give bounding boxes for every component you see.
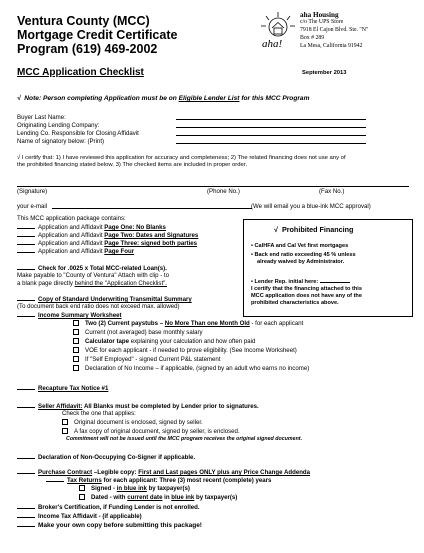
address-line-4: La Mesa, California 91942: [300, 43, 363, 49]
checkbox-blank[interactable]: [17, 223, 35, 229]
prohibited-bullet-2: • Back end ratio exceeding 45 % unless: [251, 252, 356, 258]
check-text: Check for .0025 x Total MCC-related Loan(s).: [38, 265, 167, 272]
checkmark-icon: √: [17, 95, 21, 102]
lender-initial-field[interactable]: [320, 277, 350, 283]
seller-row: [17, 402, 259, 410]
item-text: by taxpayer(s): [194, 494, 238, 501]
prohibited-bullet-2b: already waived by Administrator.: [257, 259, 345, 265]
item-emphasis: in blue ink: [116, 485, 147, 492]
income-item-5: [73, 356, 221, 363]
item-emphasis: Page Two: Dates and Signatures: [104, 232, 199, 239]
address-line-2: 7918 El Cajon Blvd. Ste. "N": [300, 27, 369, 33]
checkbox-blank[interactable]: [17, 231, 35, 237]
checkbox[interactable]: [73, 347, 79, 353]
cert-line-3: prohibited characteristics above.: [251, 300, 339, 306]
item-emphasis: No More Than one Month Old: [164, 320, 250, 327]
checkbox[interactable]: [73, 338, 79, 344]
item-emphasis: Page Four: [104, 248, 135, 255]
cert-line-2: MCC application does not have any of the: [251, 293, 362, 299]
final-text: Make your own copy before submitting this package!: [38, 522, 202, 529]
item-text: by taxpayer(s): [146, 485, 190, 492]
item-text: Application and Affidavit: [38, 232, 105, 239]
seller-note: Commitment will not be issued until the MCC program receives the original signed document.: [66, 436, 303, 442]
tax-item-1: [79, 485, 190, 492]
revision-date: September 2013: [302, 70, 347, 76]
income-item-6: [73, 365, 309, 372]
item-text: in: [162, 494, 172, 501]
initial-label: Lender Rep. initial here:: [254, 279, 320, 285]
checkbox-blank[interactable]: [17, 453, 35, 459]
item-text: Declaration of No Income – if applicable, (signed by an adult who earns no income): [85, 365, 310, 372]
item-bold: Calculator tape: [85, 338, 130, 345]
eligible-lender-link: Eligible Lender List: [178, 95, 240, 102]
item-text: Current (not averaged) base monthly salary: [85, 329, 203, 336]
signatory-name-field[interactable]: [176, 143, 366, 144]
checkbox[interactable]: [79, 494, 85, 500]
package-item-3: [17, 239, 197, 247]
check-line-1: [17, 264, 167, 272]
recapture-row: [17, 384, 108, 392]
item-bold: Two (2) Current paystubs –: [85, 320, 165, 327]
option-text: A fax copy of original document, signed by seller, is enclosed.: [74, 428, 240, 435]
checkbox-blank[interactable]: [17, 402, 35, 408]
seller-option-2: [62, 428, 240, 435]
seller-title: Seller Affidavit:: [38, 403, 83, 410]
final-row: [17, 521, 202, 529]
underwriting-text: Copy of Standard Underwriting Transmittal Summary: [38, 296, 192, 303]
prohibited-title-text: Prohibited Financing: [281, 225, 354, 234]
tax-item-2: [79, 494, 237, 501]
declaration-row: [17, 453, 195, 461]
checkbox-blank[interactable]: [17, 247, 35, 253]
item-text: Dated - with: [91, 494, 128, 501]
recapture-text: Recapture Tax Notice #1: [38, 385, 109, 392]
prohibited-financing-box: [243, 219, 413, 317]
checkmark-icon: √: [274, 225, 278, 234]
checkbox-blank[interactable]: [17, 521, 35, 527]
lender-initial-row: • Lender Rep. initial here:: [251, 277, 350, 286]
bullet-text: Back end ratio exceeding 45 % unless: [254, 252, 356, 258]
aha-logo: [258, 10, 298, 52]
item-text: Application and Affidavit: [38, 240, 105, 247]
item-text: Application and Affidavit: [38, 224, 105, 231]
lender-note: [17, 95, 309, 103]
declaration-text: Declaration of Non-Occupying Co-Signer if applicable.: [38, 454, 196, 461]
checkbox[interactable]: [73, 365, 79, 371]
check-line-2: Make payable to "County of Ventura" Attach with clip - to: [17, 272, 170, 279]
seller-option-1: [62, 419, 203, 426]
checkbox-blank[interactable]: [17, 384, 35, 390]
logo-text: aha!: [262, 38, 283, 50]
option-text: Original document is enclosed, signed by seller.: [74, 419, 203, 426]
signatory-name-label: Name of signatory below: (Print): [17, 138, 105, 145]
prohibited-bullet-1: • CalHFA and Cal Vet first mortgages: [251, 243, 349, 249]
checkbox-blank[interactable]: [17, 311, 35, 317]
originating-company-label: Originating Lending Company:: [17, 122, 100, 129]
income-tax-text: Income Tax Affidavit - (if applicable): [38, 513, 142, 520]
checkbox[interactable]: [73, 329, 79, 335]
check-link: behind the "Application Checklist".: [74, 280, 167, 287]
purchase-title: Purchase Contract: [38, 469, 93, 476]
item-text: Signed -: [91, 485, 117, 492]
note-suffix: for this MCC Program: [239, 95, 310, 102]
address-line-1: c/o The UPS Store: [300, 19, 344, 25]
underwriting-title: [17, 295, 192, 303]
checkbox-blank[interactable]: [17, 468, 35, 474]
package-item-4: [17, 247, 134, 255]
lending-co-field[interactable]: [176, 135, 366, 136]
income-title-text: Income Summary Worksheet: [38, 312, 122, 319]
item-emphasis: blue ink: [171, 494, 195, 501]
income-item-1: [73, 320, 303, 327]
certify-line-1: √ I certify that: 1) I have reviewed this application for accuracy and completeness; 2) The related financing does not use any of: [17, 155, 346, 161]
org-title-line1: Ventura County (MCC): [17, 14, 150, 28]
item-text: - for each applicant: [249, 320, 304, 327]
package-item-2: [17, 231, 198, 239]
email-field[interactable]: [52, 208, 252, 209]
checkbox-blank[interactable]: [17, 503, 35, 509]
income-item-4: [73, 347, 297, 354]
email-label: your e-mail: [17, 203, 48, 210]
purchase-text: –Legible copy:: [92, 469, 139, 476]
package-intro: This MCC application package contains:: [17, 215, 126, 222]
checkbox[interactable]: [73, 356, 79, 362]
checkbox-blank[interactable]: [17, 295, 35, 301]
item-emphasis: current date: [127, 494, 163, 501]
buyer-last-name-field[interactable]: [176, 119, 366, 120]
checkbox-blank[interactable]: [17, 239, 35, 245]
org-title-line3: Program (619) 469-2002: [17, 42, 158, 56]
checkbox[interactable]: [62, 419, 68, 425]
item-text: VOE for each applicant - if needed to prove eligibility. (See Income Worksheet): [85, 347, 297, 354]
org-title-line2: Mortgage Credit Certificate: [17, 28, 178, 42]
fax-label: (Fax No.): [319, 188, 345, 195]
originating-company-field[interactable]: [176, 127, 366, 128]
checkbox[interactable]: [73, 320, 79, 326]
underwriting-note: (To document back end ratio does not exceed max. allowed): [17, 303, 180, 310]
item-text: explaining your calculation and how often paid: [129, 338, 256, 345]
item-emphasis: Page Three: signed both parties: [104, 240, 198, 247]
purchase-row: [17, 468, 310, 476]
check-line-3: [17, 280, 167, 287]
address-name: aha Housing: [300, 11, 339, 19]
tax-title: Tax Returns: [67, 477, 102, 484]
item-text: Application and Affidavit: [38, 248, 105, 255]
income-title: [17, 311, 122, 319]
checkbox[interactable]: [79, 485, 85, 491]
page-title: MCC Application Checklist: [17, 67, 144, 78]
lending-co-label: Lending Co. Responsible for Closing Affidavit: [17, 130, 139, 137]
bullet-text: CalHFA and Cal Vet first mortgages: [254, 243, 349, 249]
signature-line[interactable]: [17, 186, 409, 187]
income-item-2: [73, 329, 203, 336]
income-item-3: [73, 338, 255, 345]
cert-line-1: I certify that the financing attached to this: [251, 286, 362, 292]
check-text: a blank page directly: [17, 280, 75, 287]
purchase-emphasis: First and Last pages ONLY plus any Price Change Addenda: [138, 469, 311, 476]
seller-text: All Blanks must be completed by Lender prior to signatures.: [82, 403, 259, 410]
checkbox-blank[interactable]: [46, 476, 64, 482]
signature-label: (Signature): [17, 188, 48, 195]
package-item-1: [17, 223, 166, 231]
address-line-3: Box # 289: [300, 35, 325, 41]
broker-text: Broker's Certification, if Funding Lender is not enrolled.: [38, 504, 200, 511]
seller-check-one: Check the one that applies:: [62, 410, 136, 417]
prohibited-title: [274, 226, 353, 234]
email-note: (We will email you a blue-ink MCC approval): [251, 203, 371, 210]
checkbox-blank[interactable]: [17, 264, 35, 270]
phone-label: (Phone No.): [207, 188, 240, 195]
note-prefix: Note: Person completing Application must be on: [24, 95, 179, 102]
tax-row: [46, 476, 271, 484]
buyer-last-name-label: Buyer Last Name:: [17, 114, 66, 121]
broker-row: [17, 503, 200, 511]
item-emphasis: Page One: No Blanks: [104, 224, 166, 231]
checkbox-blank[interactable]: [17, 512, 35, 518]
certify-line-2: the prohibited financing stated below. 3) The checked items are included in proper order.: [17, 162, 248, 168]
checkbox[interactable]: [62, 428, 68, 434]
item-text: If "Self Employed" - signed Current P&L statement: [85, 356, 221, 363]
income-tax-row: [17, 512, 142, 520]
tax-text: for each applicant: Three (3) most recent (complete) years: [101, 477, 272, 484]
